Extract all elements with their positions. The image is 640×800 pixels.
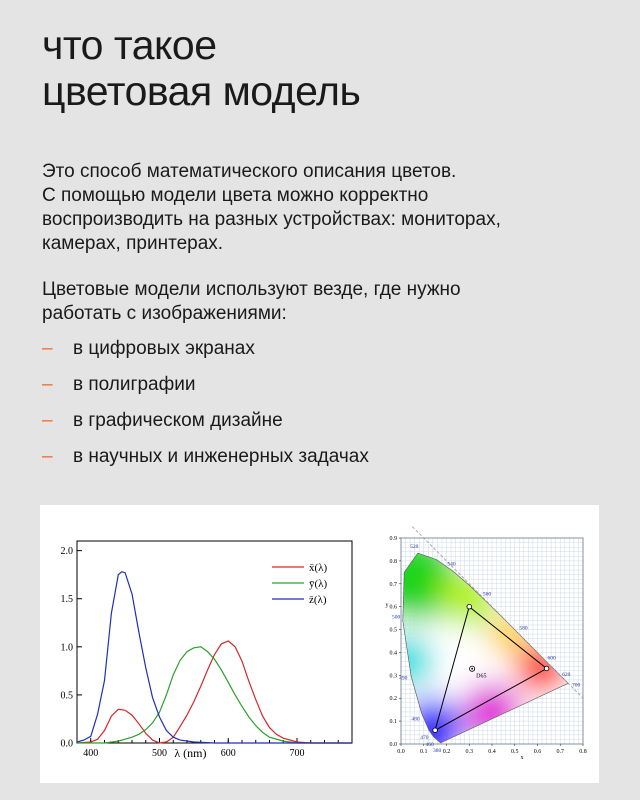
legend-entry: z̄(λ)	[309, 594, 327, 606]
cie-chromaticity-diagram	[370, 505, 599, 783]
y-tick-label: 0.5	[60, 690, 73, 702]
title-line-2: цветовая модель	[42, 68, 361, 114]
y-tick-label: 0.0	[389, 742, 397, 748]
intro-line: Это способ математического описания цветов.	[42, 161, 457, 182]
list-item-text: в цифровых экранах	[73, 338, 255, 359]
gamut-color-blend	[377, 537, 583, 758]
list-item-text: в полиграфии	[73, 374, 196, 395]
wavelength-label: 620	[562, 671, 571, 678]
usage-line: Цветовые модели используют везде, где нужно	[42, 279, 461, 300]
title-line-1: что такое	[42, 22, 217, 68]
y-tick-label: 0.8	[389, 558, 397, 565]
list-item	[42, 409, 369, 445]
legend-entry: ȳ(λ)	[309, 578, 328, 590]
list-item-text: в графическом дизайне	[73, 410, 283, 431]
wavelength-label: 520	[410, 543, 419, 550]
color-matching-functions-chart	[40, 505, 370, 783]
list-item-text: в научных и инженерных задачах	[73, 446, 369, 467]
y-tick-label: 0.0	[60, 738, 73, 750]
intro-line: воспроизводить на разных устройствах: мониторах,	[42, 209, 501, 230]
list-item	[42, 445, 369, 481]
bullet-dash: –	[42, 338, 53, 359]
x-tick-label: 0.4	[488, 749, 496, 755]
x-tick-label: 0.2	[442, 749, 451, 755]
page-title	[42, 22, 360, 114]
y-tick-label: 0.9	[389, 536, 397, 542]
wavelength-label: 700	[571, 682, 581, 689]
bullet-dash: –	[42, 446, 53, 467]
wavelength-label: 500	[391, 614, 401, 621]
wavelength-label: 540	[447, 561, 456, 568]
x-axis-label: x	[520, 755, 524, 761]
intro-line: камерах, принтерах.	[42, 233, 224, 254]
x-tick-label: 0.8	[579, 749, 587, 755]
x-tick-label: 0.5	[511, 749, 519, 755]
wavelength-label: 480	[411, 716, 420, 723]
usage-list	[42, 337, 369, 481]
y-axis-label: y	[385, 602, 389, 609]
list-item	[42, 337, 369, 373]
series-line	[77, 647, 352, 743]
y-tick-label: 0.5	[389, 627, 397, 634]
x-axis-label: λ (nm)	[174, 746, 207, 760]
y-tick-label: 2.0	[60, 546, 73, 558]
wavelength-label: 470	[420, 735, 429, 742]
y-tick-label: 1.5	[60, 594, 73, 606]
x-tick-label: 0.0	[397, 749, 405, 755]
bullet-dash: –	[42, 410, 53, 431]
wavelength-label: 460	[425, 741, 434, 748]
x-tick-label: 0.1	[420, 749, 428, 755]
bullet-dash: –	[42, 374, 53, 395]
usage-line: работать с изображениями:	[42, 303, 287, 324]
legend-entry: x̄(λ)	[309, 562, 328, 574]
y-tick-label: 0.2	[389, 696, 397, 703]
x-tick-label: 700	[289, 748, 305, 759]
x-tick-label: 0.6	[533, 749, 542, 755]
x-tick-label: 0.7	[556, 749, 564, 755]
white-point-center	[471, 668, 473, 670]
y-tick-label: 0.1	[389, 719, 397, 726]
x-tick-label: 500	[152, 748, 167, 759]
primary-point	[544, 666, 549, 671]
wavelength-label: 600	[547, 655, 556, 662]
intro-paragraph	[42, 160, 501, 256]
figure-panel	[40, 505, 599, 783]
wavelength-label: 490	[399, 675, 408, 682]
wavelength-label: 560	[482, 591, 492, 598]
wavelength-label: 580	[519, 625, 528, 632]
y-tick-label: 0.7	[389, 581, 397, 588]
x-tick-label: 0.3	[465, 749, 473, 755]
x-tick-label: 400	[83, 748, 99, 759]
y-tick-label: 0.6	[389, 604, 397, 611]
intro-line: С помощью модели цвета можно корректно	[42, 185, 429, 206]
y-tick-label: 1.0	[60, 642, 73, 654]
primary-point	[433, 728, 438, 733]
list-item	[42, 373, 369, 409]
primary-point	[467, 604, 472, 609]
gamut-fill	[377, 537, 583, 758]
wavelength-label: 380	[433, 748, 442, 755]
x-tick-label: 600	[220, 748, 236, 759]
series-line	[77, 641, 352, 743]
usage-paragraph	[42, 278, 461, 326]
y-tick-label: 0.3	[389, 673, 397, 680]
white-point-label: D65	[476, 673, 487, 680]
y-tick-label: 0.4	[389, 650, 397, 657]
